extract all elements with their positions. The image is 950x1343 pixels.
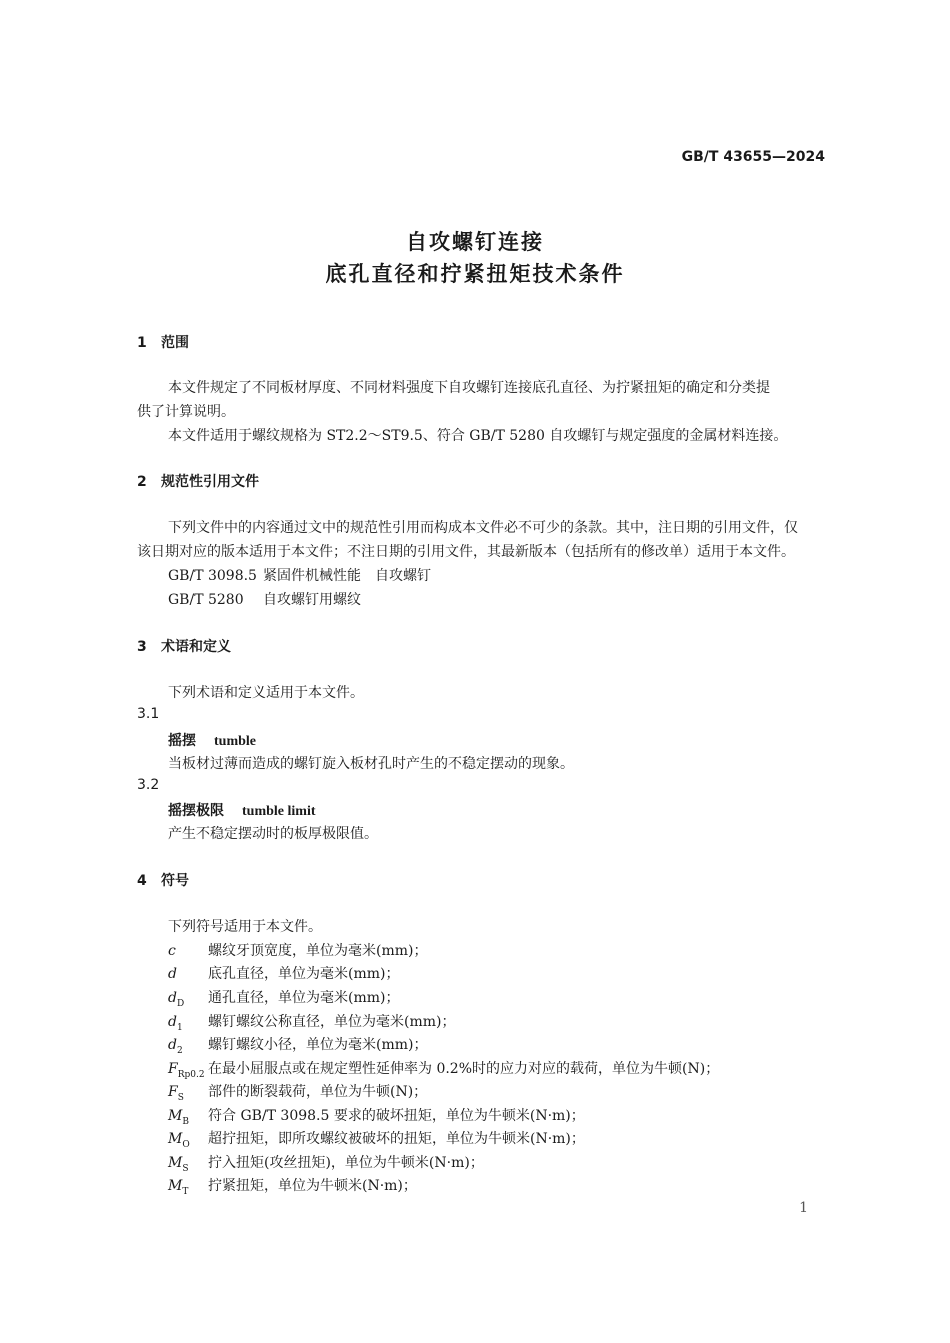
section-number: 4 xyxy=(137,873,147,889)
symbol-row xyxy=(168,940,427,962)
section-title: 术语和定义 xyxy=(161,639,231,655)
symbol-description: 符合 GB/T 3098.5 要求的破坏扭矩，单位为牛顿米(N·m)； xyxy=(208,1108,585,1124)
paragraph-continued: 供了计算说明。 xyxy=(137,404,235,420)
symbol: $M_B$ xyxy=(168,1108,189,1127)
section-1-heading xyxy=(137,332,189,352)
document-title-line1: 自攻螺钉连接 xyxy=(406,230,544,254)
symbol: $M_O$ xyxy=(168,1131,190,1150)
symbol-description: 螺钉螺纹公称直径，单位为毫米(mm)； xyxy=(208,1014,456,1030)
term-en: tumble limit xyxy=(242,804,316,819)
term-zh: 摇摆 xyxy=(168,733,196,749)
symbol: c xyxy=(168,943,176,959)
reference-code: GB/T 5280 xyxy=(168,592,244,608)
section-title: 符号 xyxy=(161,873,189,889)
section-title: 规范性引用文件 xyxy=(161,474,259,490)
paragraph-continued: 该日期对应的版本适用于本文件；不注日期的引用文件，其最新版本（包括所有的修改单）适用于本文件。 xyxy=(137,544,795,560)
page-number: 1 xyxy=(799,1200,808,1216)
term-definition: 产生不稳定摆动时的板厚极限值。 xyxy=(168,826,378,842)
term-definition: 当板材过薄而造成的螺钉旋入板材孔时产生的不稳定摆动的现象。 xyxy=(168,756,574,772)
symbol-row xyxy=(168,1128,585,1150)
reference-code: GB/T 3098.5 xyxy=(168,568,257,584)
symbol-description: 拧紧扭矩，单位为牛顿米(N·m)； xyxy=(208,1178,417,1194)
symbol-row xyxy=(168,1081,427,1103)
symbol-row xyxy=(168,987,399,1009)
symbol: $M_S$ xyxy=(168,1155,189,1174)
paragraph: 下列术语和定义适用于本文件。 xyxy=(168,685,364,701)
symbol: $d_2$ xyxy=(168,1037,183,1056)
symbol-row xyxy=(168,1152,484,1174)
term-heading xyxy=(168,730,256,750)
symbol-row xyxy=(168,1105,585,1127)
symbol-description: 部件的断裂载荷，单位为牛顿(N)； xyxy=(208,1084,428,1100)
paragraph: 本文件规定了不同板材厚度、不同材料强度下自攻螺钉连接底孔直径、为拧紧扭矩的确定和分类提 xyxy=(168,380,770,396)
term-number: 3.1 xyxy=(137,706,160,722)
term-zh: 摇摆极限 xyxy=(168,803,224,819)
term-number: 3.2 xyxy=(137,777,160,793)
symbol-row xyxy=(168,1058,719,1080)
reference-title: 紧固件机械性能 自攻螺钉 xyxy=(263,568,431,584)
symbol-description: 螺纹牙顶宽度，单位为毫米(mm)； xyxy=(208,943,428,959)
section-3-heading xyxy=(137,636,231,656)
section-4-heading xyxy=(137,870,189,890)
symbol-row xyxy=(168,1034,427,1056)
section-number: 1 xyxy=(137,335,147,351)
symbol-row xyxy=(168,1175,417,1197)
paragraph: 下列符号适用于本文件。 xyxy=(168,919,322,935)
symbol-description: 拧入扭矩(攻丝扭矩)，单位为牛顿米(N·m)； xyxy=(208,1155,484,1171)
normative-reference xyxy=(168,565,431,585)
paragraph: 下列文件中的内容通过文中的规范性引用而构成本文件必不可少的条款。其中，注日期的引用文件，仅 xyxy=(168,520,798,536)
symbol: $F_{Rp0.2}$ xyxy=(168,1061,205,1080)
symbol-row xyxy=(168,963,399,985)
paragraph: 本文件适用于螺纹规格为 ST2.2～ST9.5、符合 GB/T 5280 自攻螺钉与规定强度的金属材料连接。 xyxy=(168,428,788,444)
reference-title: 自攻螺钉用螺纹 xyxy=(263,592,361,608)
symbol-row xyxy=(168,1011,455,1033)
section-title: 范围 xyxy=(161,335,189,351)
symbol-description: 超拧扭矩，即所攻螺纹被破坏的扭矩，单位为牛顿米(N·m)； xyxy=(208,1131,585,1147)
section-2-heading xyxy=(137,471,259,491)
term-en: tumble xyxy=(214,734,256,749)
section-number: 3 xyxy=(137,639,147,655)
symbol: d xyxy=(168,966,177,982)
symbol-description: 螺钉螺纹小径，单位为毫米(mm)； xyxy=(208,1037,428,1053)
symbol-description: 底孔直径，单位为毫米(mm)； xyxy=(208,966,400,982)
symbol-description: 通孔直径，单位为毫米(mm)； xyxy=(208,990,400,1006)
standard-number: GB/T 43655—2024 xyxy=(681,149,825,165)
document-title-line2: 底孔直径和拧紧扭矩技术条件 xyxy=(325,262,625,286)
symbol: $M_T$ xyxy=(168,1178,189,1197)
normative-reference xyxy=(168,589,361,609)
symbol: $d_D$ xyxy=(168,990,185,1009)
section-number: 2 xyxy=(137,474,147,490)
symbol-description: 在最小屈服点或在规定塑性延伸率为 0.2%时的应力对应的载荷，单位为牛顿(N)； xyxy=(208,1061,720,1077)
symbol: $F_S$ xyxy=(168,1084,184,1103)
symbol: $d_1$ xyxy=(168,1014,183,1033)
term-heading xyxy=(168,800,316,820)
